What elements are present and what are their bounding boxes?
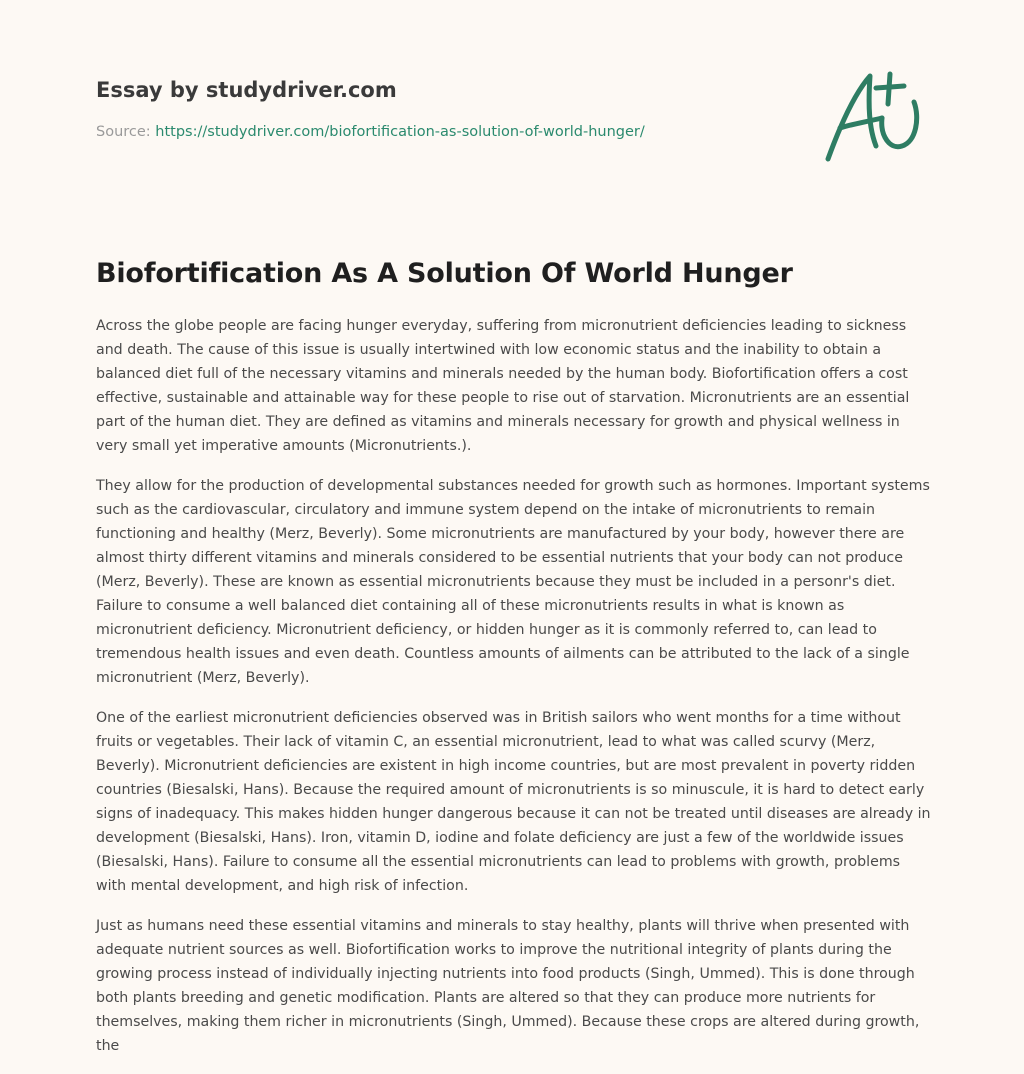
paragraph: Across the globe people are facing hunger everyday, suffering from micronutrient deficiencies leading to sickness and death. The cause of this issue is usually intertwined with low economic status and the inability to obtain a balanced diet full of the necessary vitamins and minerals needed by the human body. Biofortification offers a cost effective, sustainable and attainable way for these people to rise out of starvation. Micronutrients are an essential part of the human diet. They are defined as vitamins and minerals necessary for growth and physical wellness in very small yet imperative amounts (Micronutrients.). [96,318,910,454]
paragraph: Just as humans need these essential vitamins and minerals to stay healthy, plants will thrive when presented with adequate nutrient sources as well. Biofortification works to improve the nutritional integrity of plants during the growing process instead of individually injecting nutrients into food products (Singh, Ummed). This is done through both plants breeding and genetic modification. Plants are altered so that they can produce more nutrients for themselves, making them richer in micronutrients (Singh, Ummed). Because these crops are altered during growth, the [96,918,920,1054]
source-label: Source: [96,124,156,140]
source-line [96,122,796,142]
paragraph: One of the earliest micronutrient deficiencies observed was in British sailors who went months for a time without fruits or vegetables. Their lack of vitamin C, an essential micronutrient, lead to what was called scurvy (Merz, Beverly). Micronutrient deficiencies are existent in high income countries, but are most prevalent in poverty ridden countries (Biesalski, Hans). Because the required amount of micronutrients is so minuscule, it is hard to detect early signs of inadequacy. This makes hidden hunger dangerous because it can not be treated until diseases are already in development (Biesalski, Hans). Iron, vitamin D, iodine and folate deficiency are just a few of the worldwide issues (Biesalski, Hans). Failure to consume all the essential micronutrients can lead to problems with growth, problems with mental development, and high risk of infection. [96,710,931,894]
article-body [96,314,932,1074]
a-plus-logo-icon [818,66,934,166]
essay-header [96,76,796,142]
article-title: Biofortification As A Solution Of World Hunger [96,258,793,289]
paragraph: They allow for the production of developmental substances needed for growth such as hormones. Important systems such as the cardiovascular, circulatory and immune system depend on the intake of micronutrients to remain functioning and healthy (Merz, Beverly). Some micronutrients are manufactured by your body, however there are almost thirty different vitamins and minerals considered to be essential nutrients that your body can not produce (Merz, Beverly). These are known as essential micronutrients because they must be included in a personr's diet. Failure to consume a well balanced diet containing all of these micronutrients results in what is known as micronutrient deficiency. Micronutrient deficiency, or hidden hunger as it is commonly referred to, can lead to tremendous health issues and even death. Countless amounts of ailments can be attributed to the lack of a single micronutrient (Merz, Beverly). [96,478,930,686]
site-brand: Essay by studydriver.com [96,78,397,102]
source-link[interactable]: https://studydriver.com/biofortification-as-solution-of-world-hunger/ [155,124,645,140]
